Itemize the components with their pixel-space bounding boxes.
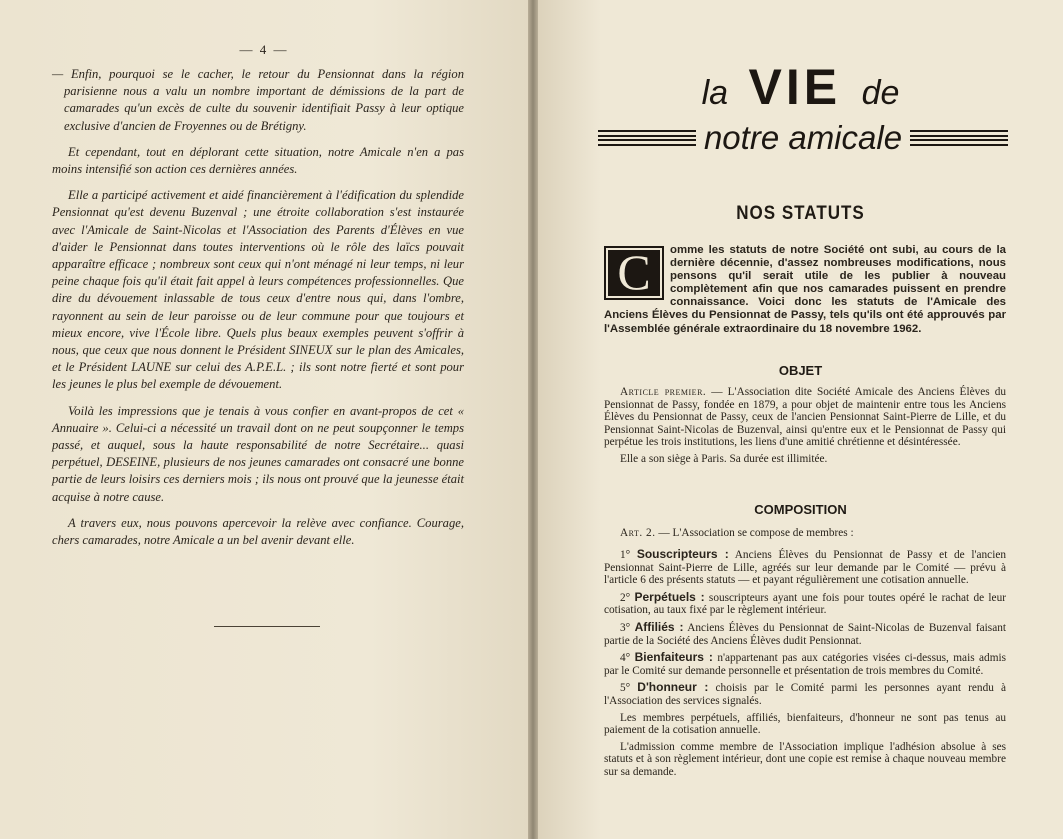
drop-cap: C [604, 246, 664, 300]
item-text: choisis par le Comité parmi les personnes ayant rendu à l'Association des services signalés. [604, 682, 1006, 707]
objet-title: OBJET [778, 363, 823, 378]
paragraph: Elle a participé activement et aidé financièrement à l'édification du splendide Pensionnat qu'est devenu Buzenval ; une étroite collaboration s'est instaurée avec l'Amicale de Saint-Nicolas et l'Association des Parents d'Élèves en vue d'aider le Pensionnat dans toutes interventions où le rôle des laïcs pouvait apparaître efficace ; nombreux sont ceux qui n'ont ménagé ni leur temps, ni leur peine chaque fois qu'il était fait appel à leurs compétences professionnelles. Que dire du dévouement inlassable de tous ceux d'entre nous qui, dans l'ombre, rayonnent au sein de leur paroisse ou de leur commune pour que toujours et mieux encore, vive l'École libre. Quels plus beaux exemples peuvent s'offrir à nous, que ceux que nous donnent le Président SINEUX sur le plan des Amicales, et le Président LAUNE sur celui des A.P.E.L. ; ils sont notre fierté et sont pour les jeunes le plus bel exemple de dévouement. [52, 188, 464, 392]
masthead-notre-amicale: notre amicale [703, 119, 903, 156]
paragraph: A travers eux, nous pouvons apercevoir la relève avec confiance. Courage, chers camarades, notre Amicale a un bel avenir devant elle. [52, 515, 464, 548]
right-page [538, 0, 1063, 839]
article-1-text: — L'Association dite Société Amicale des Anciens Élèves du Pensionnat de Passy, fondée en 1879, a pour objet de maintenir entre tous les Anciens Élèves du Pensionnat de Passy, ceux de l'ancien Pensionnat Saint-Pierre de Lille, et du Pensionnat Saint-Nicolas de Buzenval, ainsi qu'entre eux et le Pensionnat de Passy qui perpétue les trois institutions, les liens d'une amitié chrétienne et désintéressée. [604, 386, 1007, 449]
item-number: 4° [620, 652, 631, 665]
composition-title: COMPOSITION [754, 502, 847, 517]
masthead-line-1 [538, 58, 1063, 116]
item-text: Anciens Élèves du Pensionnat de Passy et de l'ancien Pensionnat Saint-Pierre de Lille, agréés sur leur demande par le Comité — prévu à l'article 6 des présents statuts — et payant régulièrement une cotisation annuelle. [604, 549, 1006, 587]
item-text: souscripteurs ayant une fois pour toutes opéré le rachat de leur cotisation, au taux fixé par le règlement intérieur. [604, 591, 1006, 617]
intro-paragraph [604, 244, 1006, 336]
paragraph: — Enfin, pourquoi se le cacher, le retour du Pensionnat dans la région parisienne nous a valu un nombre important de démissions de la part de camarades qu'un excès de culte du souvenir identifiait Passy à leur optique exclusive d'ancien de Froyennes ou de Brétigny. [52, 67, 464, 133]
stripes-right [910, 130, 1008, 146]
masthead-vie: VIE [748, 59, 842, 115]
list-item [604, 651, 1006, 677]
article-1-seat: Elle a son siège à Paris. Sa durée est illimitée. [620, 452, 828, 465]
list-item [604, 591, 1006, 617]
list-item [604, 548, 1006, 587]
book-gutter [528, 0, 538, 839]
article-2-label: Art. 2. [620, 527, 656, 539]
item-text: n'appartenant pas aux catégories visées ci-dessus, mais admis par le Comité sur demande personnelle et présentation de trois membres du Comité. [604, 652, 1007, 677]
item-number: 5° [620, 682, 631, 695]
masthead-line-2 [598, 118, 1008, 158]
masthead [538, 58, 1063, 158]
list-item [604, 621, 1006, 647]
item-term: Souscripteurs : [636, 547, 729, 561]
item-text: Anciens Élèves du Pensionnat de Saint-Nicolas de Buzenval faisant partie de la Société des Anciens Élèves dudit Pensionnat. [604, 621, 1006, 647]
page-number: — 4 — [239, 42, 289, 57]
intro-text: omme les statuts de notre Société ont subi, au cours de la dernière décennie, d'assez nombreuses modifications, nous pensons qu'il serait utile de les publier à nouveau complètement afin que nos camarades puissent en prendre connaissance. Voici donc les statuts de l'Amicale des Anciens Élèves du Pensionnat de Passy, tels qu'ils ont été approuvés par l'Assemblée générale extraordinaire du 18 novembre 1962. [604, 244, 1006, 335]
member-list [604, 548, 1006, 783]
item-number: 3° [620, 621, 631, 634]
article-2 [604, 527, 1006, 544]
section-title: NOS STATUTS [736, 201, 865, 224]
closing-paragraph: Les membres perpétuels, affiliés, bienfaiteurs, d'honneur ne sont pas tenus au paiement de la cotisation annuelle. [604, 711, 1006, 737]
left-page [0, 0, 528, 839]
article-1 [604, 386, 1006, 470]
masthead-la: la [701, 74, 729, 112]
item-number: 2° [620, 591, 631, 604]
separator-rule [214, 626, 320, 627]
paragraph: Et cependant, tout en déplorant cette situation, notre Amicale n'en a pas moins intensifié son action ces dernières années. [52, 144, 464, 177]
list-item [604, 681, 1006, 707]
item-term: D'honneur : [637, 680, 709, 695]
closing-paragraph: L'admission comme membre de l'Association implique l'adhésion absolue à ses statuts et à son règlement intérieur, dont une copie est remise à chaque nouveau membre sur sa demande. [604, 740, 1006, 778]
item-term: Affiliés : [634, 619, 684, 634]
item-term: Perpétuels : [634, 589, 705, 604]
article-1-label: Article premier. [620, 386, 707, 398]
paragraph: Voilà les impressions que je tenais à vous confier en avant-propos de cet « Annuaire ». Celui-ci a nécessité un travail dont on ne peut soupçonner le temps passé, et auquel, sous la haute responsabilité de notre Secrétaire... quasi perpétuel, DESEINE, plusieurs de nos jeunes camarades ont consacré une bonne partie de leurs loisirs ces derniers mois ; ils nous ont prouvé que la jeunesse était acquise à notre cause. [52, 403, 464, 504]
item-term: Bienfaiteurs : [634, 650, 713, 665]
item-number: 1° [620, 549, 631, 561]
article-2-text: — L'Association se compose de membres : [655, 527, 854, 539]
stripes-left [598, 130, 696, 146]
masthead-de: de [861, 74, 900, 112]
left-page-text [52, 66, 464, 558]
